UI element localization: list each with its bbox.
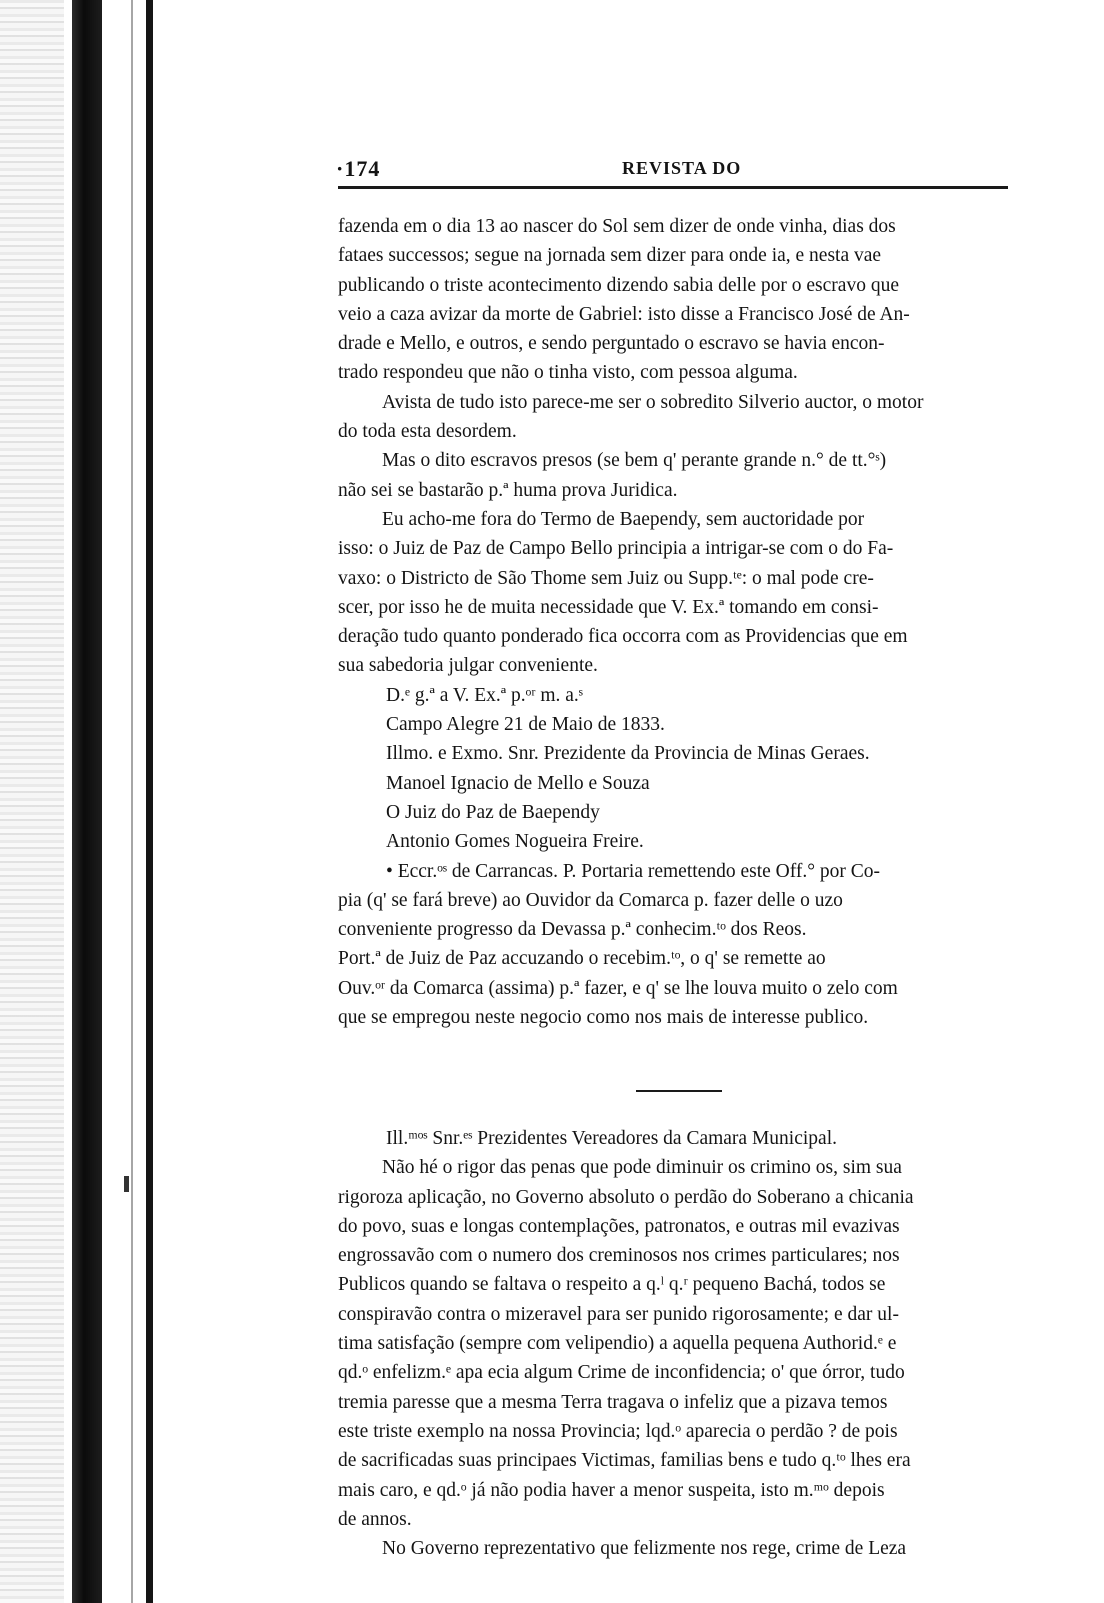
text-line: tremia paresse que a mesma Terra tragava o infeliz que a pizava temos [338,1391,888,1413]
text-line: não sei se bastarão p.ª huma prova Juridica. [338,479,678,501]
text-line: de sacrificadas suas principaes Victimas, familias bens e tudo q.ᵗᵒ lhes era [338,1450,911,1472]
signature-line: Manoel Ignacio de Mello e Souza [386,772,650,794]
text-line: qd.ᵒ enfelizm.ᵉ apa ecia algum Crime de inconfidencia; o' que órror, tudo [338,1362,905,1384]
salutation-line: Ill.ᵐᵒˢ Snr.ᵉˢ Prezidentes Vereadores da Camara Municipal. [386,1128,837,1149]
letter-text-block [338,212,1010,1032]
text-line: conspiravão contra o mizeravel para ser punido rigorosamente; e dar ul- [338,1303,899,1325]
text-line: pia (q' se fará breve) ao Ouvidor da Comarca p. fazer delle o uzo [338,889,843,911]
text-line: • Eccr.ᵒˢ de Carrancas. P. Portaria remettendo este Off.° por Co- [386,860,881,882]
binding-gutter-line [146,0,153,1603]
text-line: veio a caza avizar da morte de Gabriel: isto disse a Francisco José de An- [338,303,910,325]
closing-line: D.ᵉ g.ª a V. Ex.ª p.ᵒʳ m. a.ˢ [386,684,583,706]
text-line: Publicos quando se faltava o respeito a q.ˡ q.ʳ pequeno Bachá, todos se [338,1274,886,1296]
signature-line: Antonio Gomes Nogueira Freire. [386,831,644,853]
text-line: fataes successos; segue na jornada sem dizer para onde ia, e nesta vae [338,245,882,267]
text-line: de annos. [338,1508,412,1530]
running-head: REVISTA DO [622,158,742,178]
text-line: Port.ª de Juiz de Paz accuzando o recebim.ᵗᵒ, o q' se remette ao [338,948,826,970]
text-line: isso: o Juiz de Paz de Campo Bello principia a intrigar-se com o do Fa- [338,538,894,560]
text-line: drade e Mello, e outros, e sendo perguntado o escravo se havia encon- [338,333,885,355]
text-line: publicando o triste acontecimento dizendo sabia delle por o escravo que [338,274,899,296]
binding-shadow-line [131,0,133,1603]
text-line: tima satisfação (sempre com velipendio) a aquella pequena Authorid.ᵉ e [338,1333,897,1355]
text-line: Ouv.ᵒʳ da Comarca (assima) p.ª fazer, e q' se lhe louva muito o zelo com [338,977,898,999]
text-line: Eu acho-me fora do Termo de Baependy, sem auctoridade por [382,508,865,530]
text-line: do toda esta desordem. [338,421,517,443]
text-line: No Governo reprezentativo que felizmente nos rege, crime de Leza [382,1538,907,1560]
text-line: deração tudo quanto ponderado fica occorra com as Providencias que em [338,626,908,648]
text-line: Não hé o rigor das penas que pode diminuir os crimino os, sim sua [382,1157,902,1179]
text-line: rigoroza aplicação, no Governo absoluto o perdão do Soberano a chicania [338,1186,914,1208]
text-line: conveniente progresso da Devassa p.ª conhecim.ᵗᵒ dos Reos. [338,919,807,941]
signature-line: O Juiz do Paz de Baependy [386,801,600,823]
text-line: mais caro, e qd.ᵒ já não podia haver a menor suspeita, isto m.ᵐᵒ depois [338,1479,885,1501]
addressee-line: Illmo. e Exmo. Snr. Prezidente da Provincia de Minas Geraes. [386,743,870,765]
text-line: engrossavão com o numero dos creminosos nos crimes particulares; nos [338,1245,900,1267]
book-binding-edge [72,0,102,1603]
text-line: Avista de tudo isto parece-me ser o sobredito Silverio auctor, o motor [382,391,924,413]
petition-text-block [338,1124,1010,1563]
section-separator [636,1090,722,1092]
text-line: sua sabedoria julgar conveniente. [338,655,598,677]
text-line: fazenda em o dia 13 ao nascer do Sol sem dizer de onde vinha, dias dos [338,216,896,237]
text-line: vaxo: o Districto de São Thome sem Juiz ou Supp.ᵗᵉ: o mal pode cre- [338,567,874,589]
text-line: este triste exemplo na nossa Provincia; lqd.ᵒ aparecia o perdão ? de pois [338,1420,898,1442]
text-line: trado respondeu que não o tinha visto, com pessoa alguma. [338,362,798,384]
text-line: que se empregou neste negocio como nos mais de interesse publico. [338,1007,869,1029]
header-rule [338,186,1008,189]
page-edge-shadow [0,0,64,1603]
text-line: Mas o dito escravos presos (se bem q' perante grande n.° de tt.°ˢ) [382,450,887,472]
margin-mark [124,1176,129,1192]
text-line: do povo, suas e longas contemplações, patronatos, e outras mil evazivas [338,1215,900,1237]
page-number: ·174 [336,156,381,181]
text-line: scer, por isso he de muita necessidade que V. Ex.ª tomando em consi- [338,596,879,618]
date-line: Campo Alegre 21 de Maio de 1833. [386,714,665,736]
